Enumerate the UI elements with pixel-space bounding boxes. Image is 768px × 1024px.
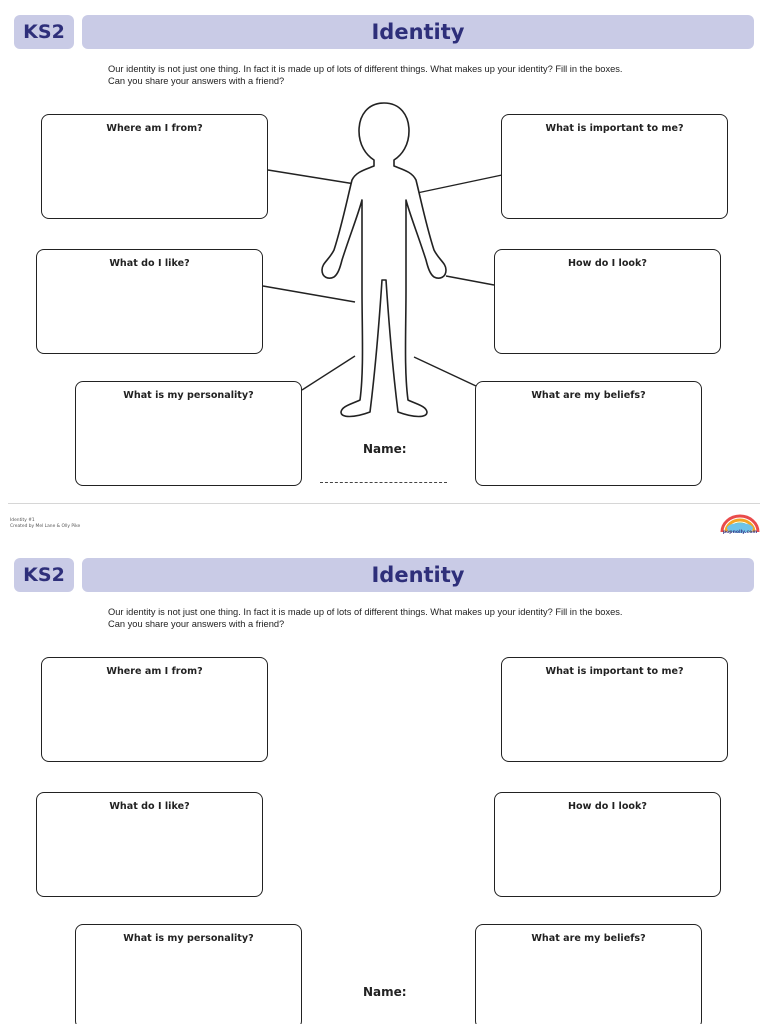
intro-line-2: Can you share your answers with a friend? (108, 619, 285, 629)
box-how-do-i-look[interactable] (494, 792, 721, 897)
box-label: Where am I from? (106, 666, 203, 677)
rainbow-logo-icon (719, 510, 761, 540)
page-title: Identity (82, 15, 754, 49)
person-outline-icon (314, 100, 454, 425)
intro-line-2: Can you share your answers with a friend? (108, 76, 285, 86)
box-label: What are my beliefs? (531, 390, 646, 401)
worksheet-page-1 (0, 0, 768, 503)
footer-credits (10, 518, 80, 530)
box-what-is-important[interactable] (501, 657, 728, 762)
box-where-am-i-from[interactable] (41, 114, 268, 219)
box-label: How do I look? (568, 801, 647, 812)
name-label: Name: (363, 985, 407, 999)
footer-line-1: Identity #1 (10, 518, 35, 523)
box-how-do-i-look[interactable] (494, 249, 721, 354)
box-label: What do I like? (109, 258, 190, 269)
intro-line-1: Our identity is not just one thing. In fact it is made up of lots of different things. What makes up your identity? Fill in the boxes. (108, 64, 623, 74)
footer-divider (8, 503, 760, 504)
footer-line-2: Created by Mel Lane & Olly Pike (10, 524, 81, 529)
name-label: Name: (363, 442, 407, 456)
ks2-badge: KS2 (14, 15, 74, 49)
intro-line-1: Our identity is not just one thing. In fact it is made up of lots of different things. What makes up your identity? Fill in the boxes. (108, 607, 623, 617)
box-what-is-important[interactable] (501, 114, 728, 219)
box-what-do-i-like[interactable] (36, 792, 263, 897)
box-label: What do I like? (109, 801, 190, 812)
box-what-is-my-personality[interactable] (75, 924, 302, 1024)
box-label: Where am I from? (106, 123, 203, 134)
box-label: What is my personality? (123, 390, 254, 401)
box-label: What is important to me? (545, 123, 684, 134)
ks2-badge: KS2 (14, 558, 74, 592)
box-what-are-my-beliefs[interactable] (475, 924, 702, 1024)
box-what-do-i-like[interactable] (36, 249, 263, 354)
box-what-is-my-personality[interactable] (75, 381, 302, 486)
box-label: How do I look? (568, 258, 647, 269)
page-title: Identity (82, 558, 754, 592)
box-label: What is my personality? (123, 933, 254, 944)
box-what-are-my-beliefs[interactable] (475, 381, 702, 486)
box-label: What is important to me? (545, 666, 684, 677)
intro-text (108, 606, 708, 630)
worksheet-page-2 (0, 543, 768, 1024)
box-where-am-i-from[interactable] (41, 657, 268, 762)
logo-text: popnolly.com (722, 530, 758, 535)
box-label: What are my beliefs? (531, 933, 646, 944)
name-input-line[interactable] (320, 482, 447, 483)
